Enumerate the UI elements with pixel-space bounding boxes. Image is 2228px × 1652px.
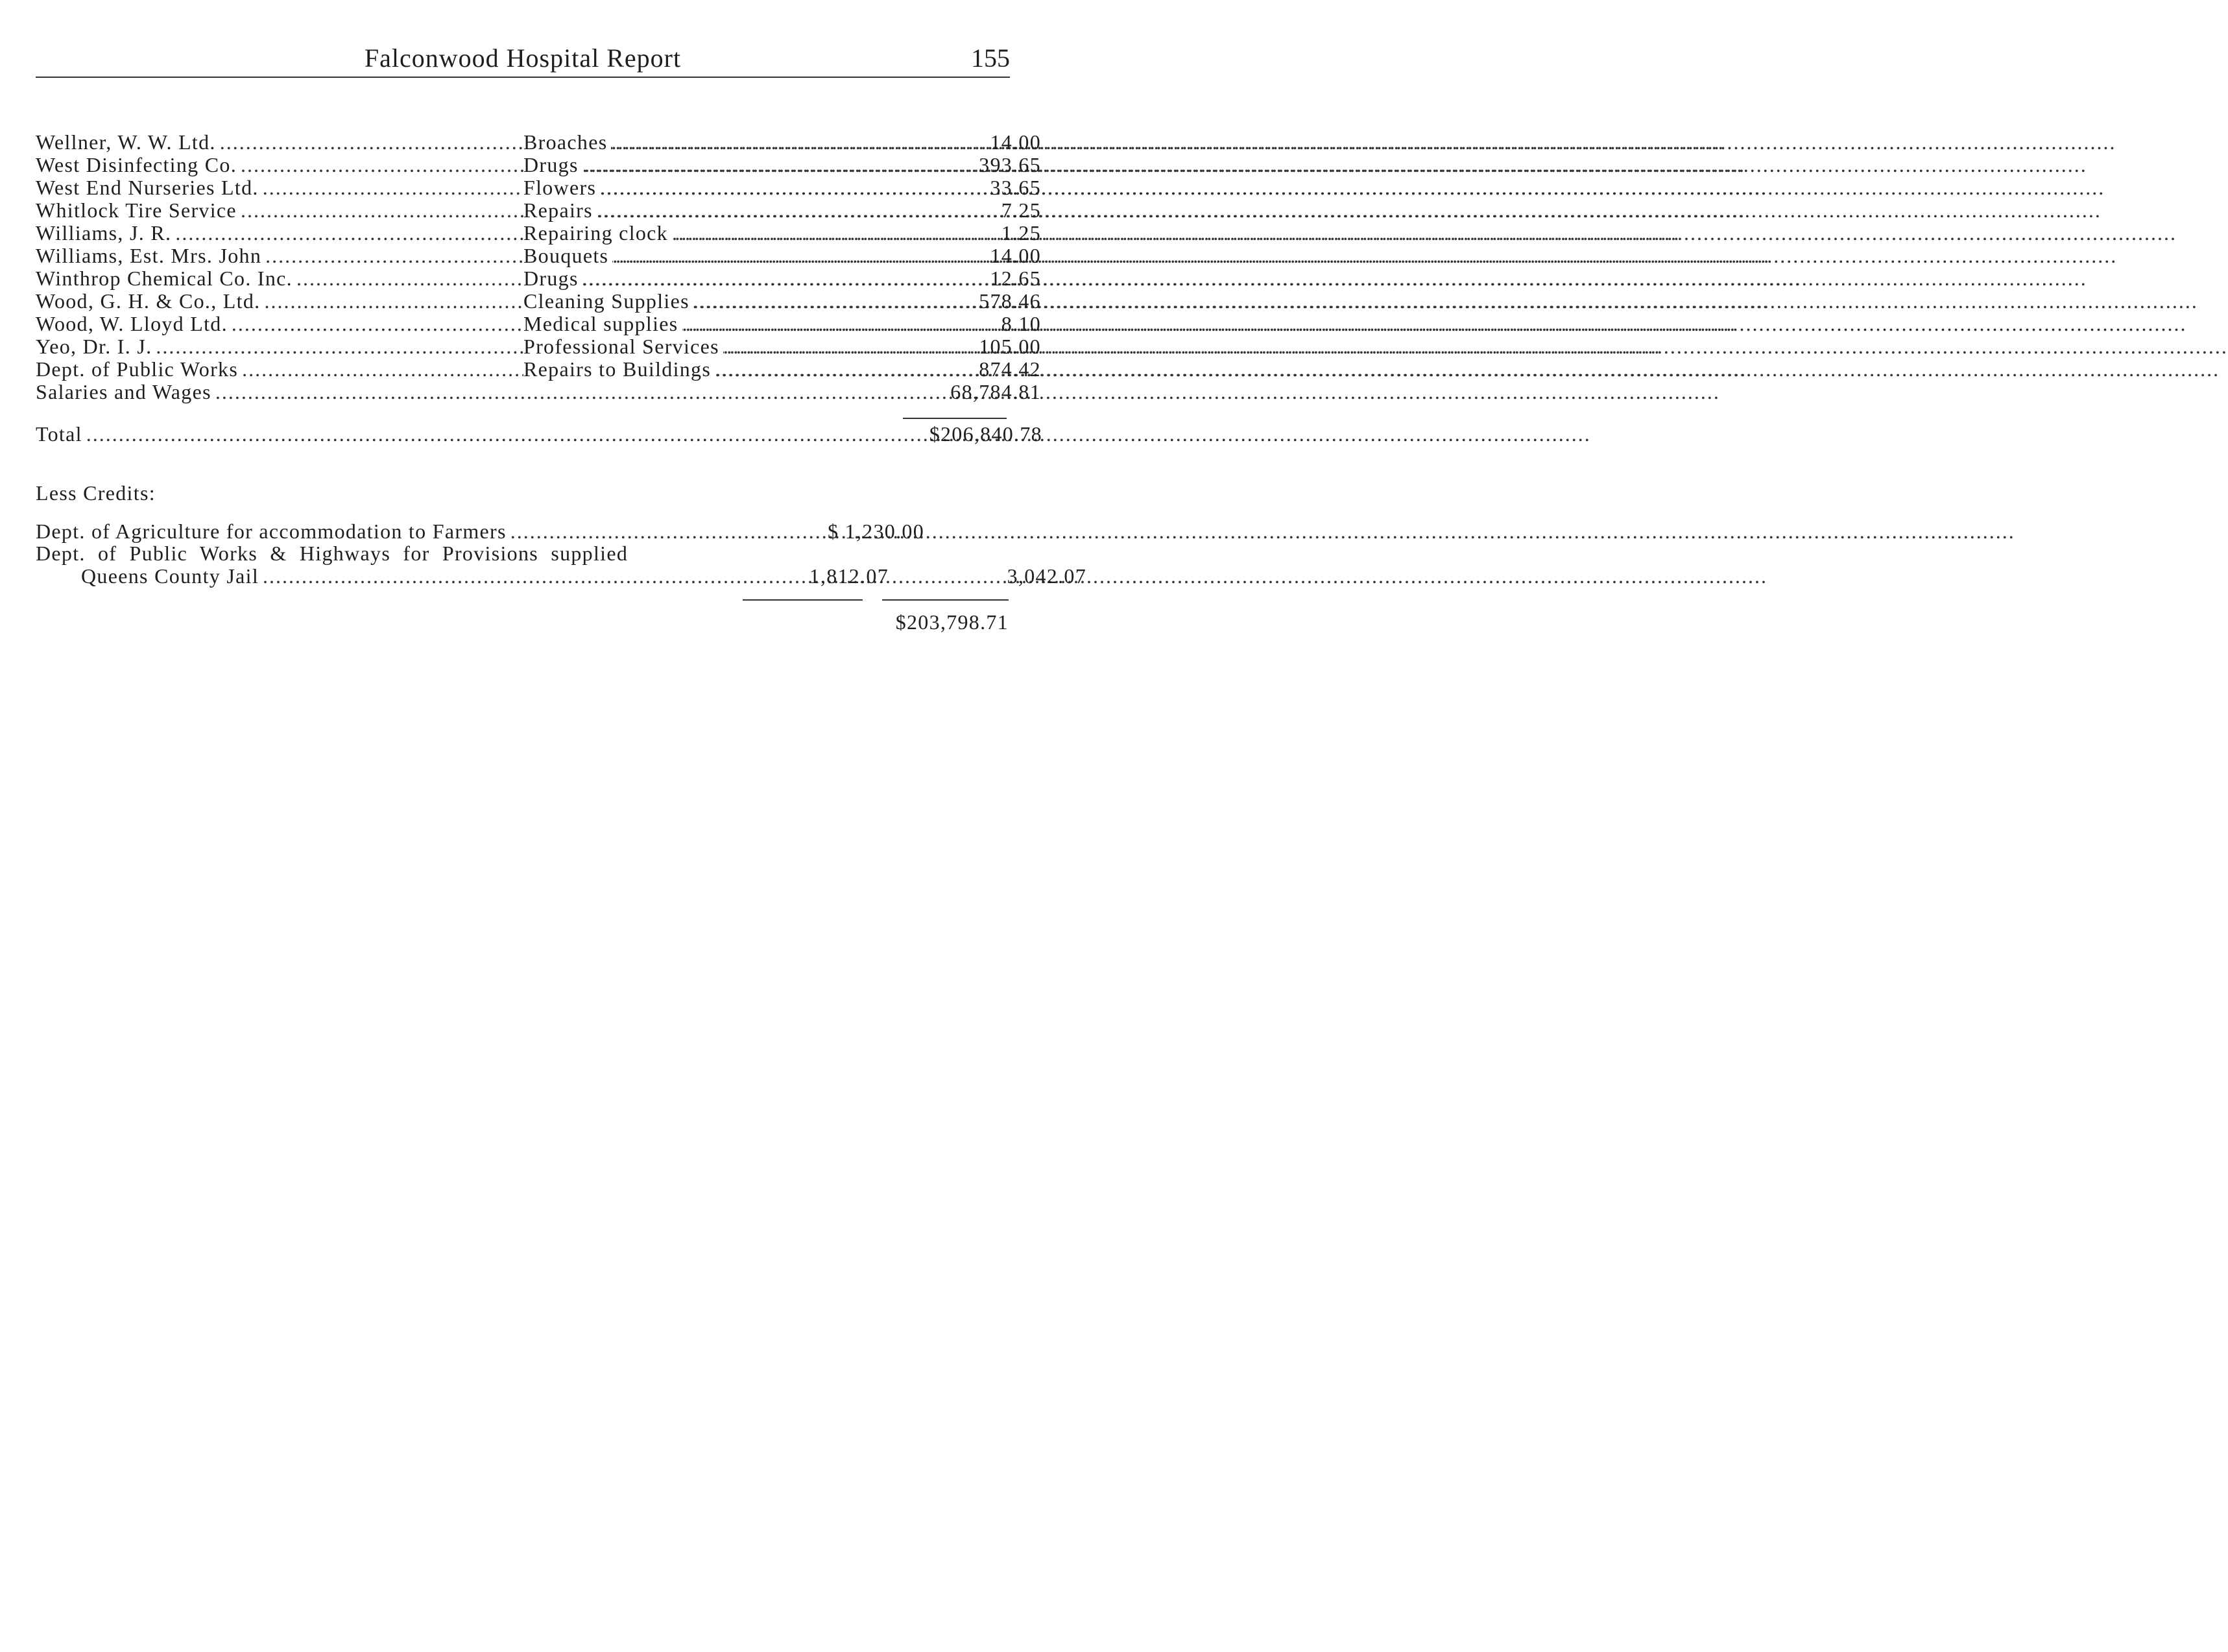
- total-amount: $206,840.78: [929, 422, 1042, 446]
- amount: 105.00: [979, 335, 1041, 358]
- expense-row: [36, 198, 1041, 222]
- expense-row: [36, 130, 1041, 154]
- header-rule: [36, 77, 1010, 78]
- vendor-name: Wellner, W. W. Ltd.: [36, 131, 220, 154]
- credit-row: [81, 564, 1086, 588]
- item-cell: [523, 154, 935, 176]
- item-description: Bouquets: [523, 245, 612, 267]
- amount: 12.65: [990, 267, 1041, 290]
- credit-amount: $ 1,230.00: [828, 520, 924, 543]
- item-cell: [523, 313, 935, 335]
- expense-row: [36, 153, 1041, 176]
- amount: 68,784.81: [950, 380, 1041, 403]
- expense-row: [36, 335, 1041, 358]
- vendor-name: Williams, J. R.: [36, 222, 175, 245]
- expense-row: [36, 267, 1041, 290]
- credit-description: Dept. of Public Works & Highways for Provisions supplied: [36, 542, 629, 565]
- item-cell: [523, 199, 935, 222]
- item-cell: [523, 267, 935, 290]
- vendor-cell: [36, 381, 931, 403]
- item-cell: [523, 176, 935, 199]
- credit-row: [36, 520, 1009, 543]
- item-description: Professional Services: [523, 335, 723, 358]
- page-number: 155: [971, 43, 1010, 73]
- amount: 14.00: [990, 244, 1041, 267]
- vendor-cell: [36, 154, 523, 176]
- item-cell: [523, 222, 935, 245]
- amount: 578.46: [979, 289, 1041, 313]
- expense-row: [36, 312, 1041, 335]
- subtotal-rule: [882, 599, 1009, 601]
- item-description: Broaches: [523, 131, 611, 154]
- vendor-cell: [36, 199, 523, 222]
- total-label: Total: [36, 423, 86, 446]
- total-label-cell: [36, 423, 928, 446]
- credit-description-continued: Queens County Jail: [81, 565, 263, 588]
- amount: 14.00: [990, 130, 1041, 154]
- expense-row: [36, 289, 1041, 313]
- item-cell: [523, 290, 935, 313]
- amount: 874.42: [979, 357, 1041, 381]
- vendor-cell: [36, 245, 523, 267]
- vendor-name: Wood, G. H. & Co., Ltd.: [36, 290, 264, 313]
- expense-row: [36, 380, 1041, 403]
- item-cell: [523, 335, 935, 358]
- amount: 7.25: [1001, 198, 1041, 222]
- item-description: Repairs to Buildings: [523, 358, 715, 381]
- vendor-name: West Disinfecting Co.: [36, 154, 241, 176]
- page-header: [36, 39, 1010, 78]
- report-title: Falconwood Hospital Report: [364, 43, 682, 73]
- vendor-cell: [36, 267, 523, 290]
- vendor-name: Winthrop Chemical Co. Inc.: [36, 267, 296, 290]
- total-row: [36, 422, 1042, 446]
- vendor-cell: [36, 358, 523, 381]
- item-description: Drugs: [523, 154, 582, 176]
- vendor-name: Williams, Est. Mrs. John: [36, 245, 265, 267]
- vendor-name: Dept. of Public Works: [36, 358, 242, 381]
- credit-description-cell: [36, 520, 801, 543]
- expense-row: [36, 176, 1041, 199]
- vendor-cell: [36, 222, 523, 245]
- item-description: Repairs: [523, 199, 597, 222]
- amount: 8.10: [1001, 312, 1041, 335]
- credit-amount: 1,812.07: [809, 564, 889, 588]
- vendor-cell: [36, 335, 523, 358]
- item-description: Repairing clock: [523, 222, 672, 245]
- expense-list: [36, 130, 1041, 403]
- vendor-name: Yeo, Dr. I. J.: [36, 335, 156, 358]
- vendor-name: Salaries and Wages: [36, 381, 215, 403]
- item-description: Flowers: [523, 176, 600, 199]
- report-page: [0, 0, 1086, 1652]
- expense-row: [36, 244, 1041, 267]
- item-description: Drugs: [523, 267, 582, 290]
- credits-subtotal: 3,042.07: [1007, 564, 1086, 588]
- vendor-name: Wood, W. Lloyd Ltd.: [36, 313, 232, 335]
- item-cell: [523, 245, 935, 267]
- vendor-cell: [36, 131, 523, 154]
- vendor-cell: [36, 290, 523, 313]
- vendor-cell: [36, 313, 523, 335]
- expense-row: [36, 357, 1041, 381]
- vendor-name: West End Nurseries Ltd.: [36, 176, 263, 199]
- amount: 393.65: [979, 153, 1041, 176]
- net-total: $203,798.71: [895, 610, 1009, 634]
- expense-row: [36, 221, 1041, 245]
- credit-rule: [743, 599, 863, 601]
- total-rule: [903, 418, 1007, 419]
- credit-description-cell: [81, 565, 717, 588]
- item-cell: [523, 131, 935, 154]
- amount: 33.65: [990, 176, 1041, 199]
- amount: 1.25: [1001, 221, 1041, 245]
- item-description: Medical supplies: [523, 313, 682, 335]
- item-description: Cleaning Supplies: [523, 290, 693, 313]
- vendor-cell: [36, 176, 523, 199]
- credits-heading: Less Credits:: [36, 481, 156, 505]
- credit-description: Dept. of Agriculture for accommodation to Farmers: [36, 520, 510, 543]
- vendor-name: Whitlock Tire Service: [36, 199, 241, 222]
- item-cell: [523, 358, 935, 381]
